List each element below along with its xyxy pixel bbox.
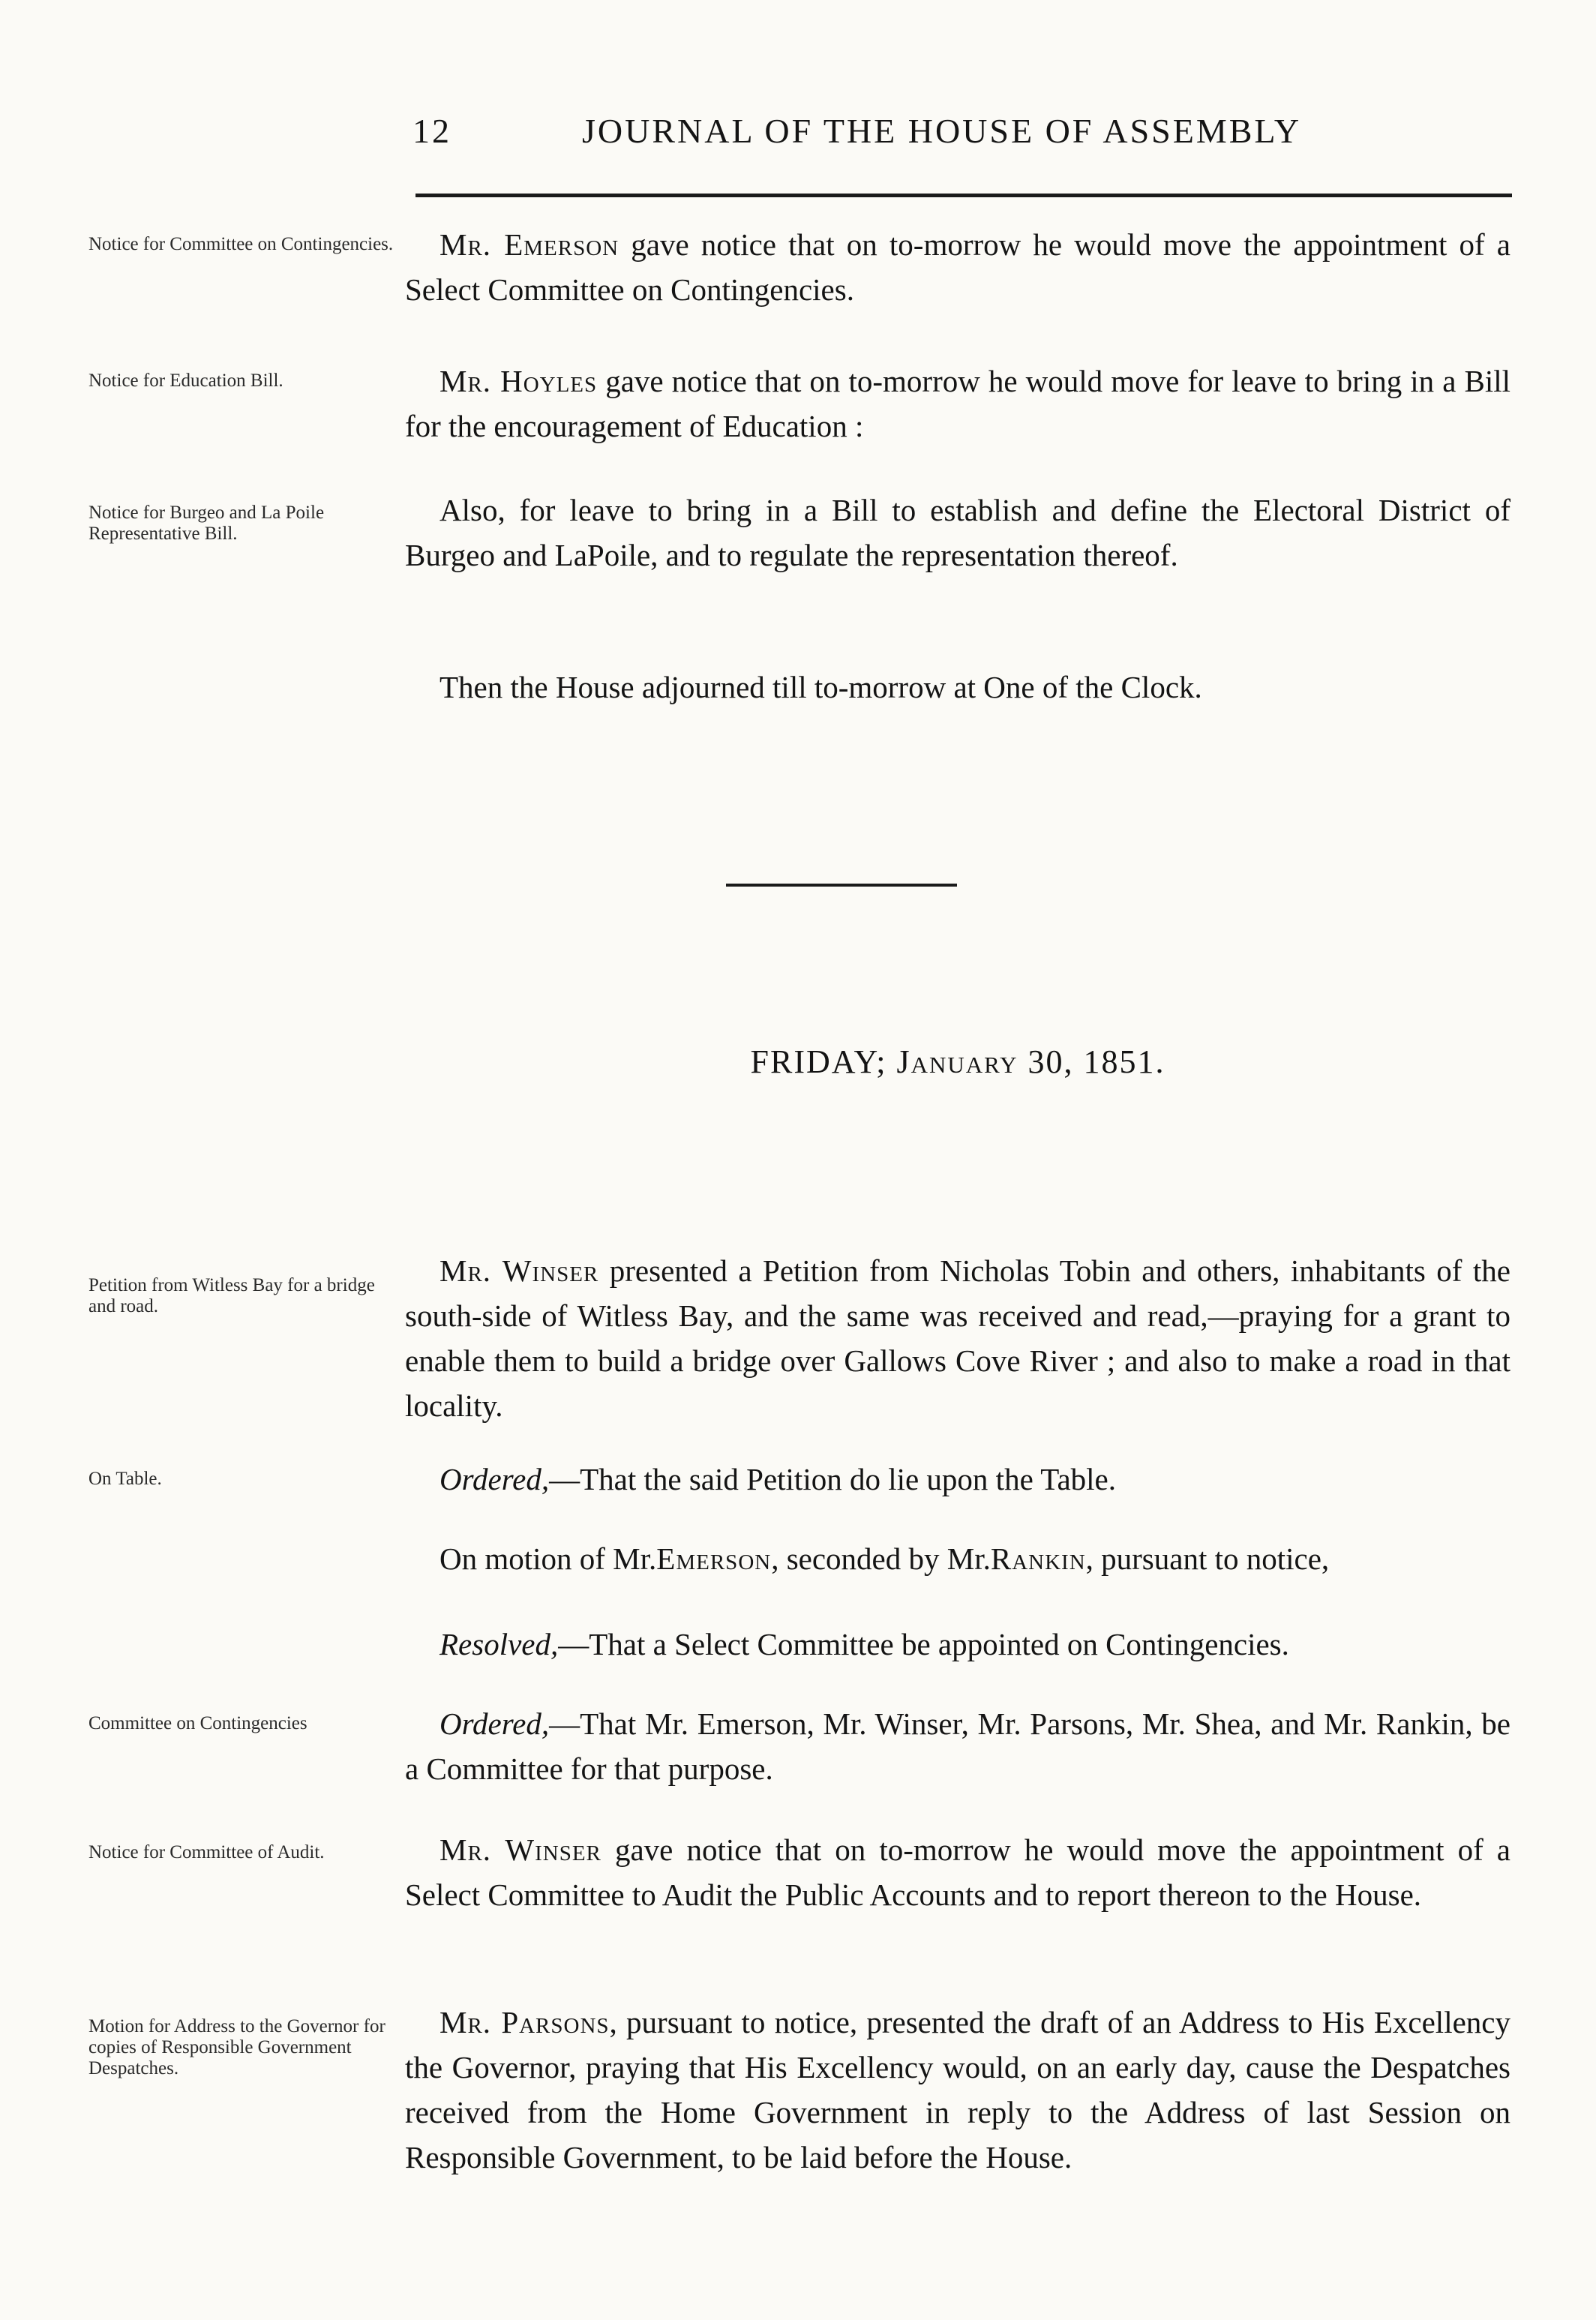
paragraph-burgeo-bill: Also, for leave to bring in a Bill to establish and define the Electoral District of Burgeo and LaPoile, and to regulate the representation thereof. <box>405 493 1510 572</box>
header-rule <box>416 194 1512 197</box>
motion-text: , seconded by Mr. <box>771 1541 991 1576</box>
paragraph-parsons-address <box>405 2000 1510 2180</box>
resolved-label: Resolved, <box>440 1627 559 1661</box>
month-name: January <box>896 1043 1018 1080</box>
speaker-name: Emerson <box>656 1541 772 1576</box>
margin-note-committee-contingencies: Committee on Contingencies <box>88 1713 308 1733</box>
journal-title: JOURNAL OF THE HOUSE OF ASSEMBLY <box>582 112 1302 150</box>
day-date: 30, 1851. <box>1028 1043 1166 1080</box>
paragraph-emerson-notice <box>405 222 1510 312</box>
paragraph-adjournment: Then the House adjourned till to-morrow at One of the Clock. <box>440 670 1202 704</box>
section-divider <box>726 884 957 887</box>
paragraph-text: presented a Petition from Nicholas Tobin and others, inhabitants of the south-side of Witless Bay, and the same was received and read,—praying for a grant to enable them to build a bridge over Gallows Cove River ; and also to make a road in that locality. <box>405 1253 1510 1423</box>
speaker-name: Mr. Winser <box>440 1832 602 1867</box>
margin-note-address-governor: Motion for Address to the Governor for copies of Responsible Government Despatches. <box>88 2016 386 2078</box>
margin-note-audit: Notice for Committee of Audit. <box>88 1842 325 1862</box>
speaker-name: Mr. Parsons <box>440 2005 610 2039</box>
paragraph-winser-petition <box>405 1248 1510 1428</box>
date-heading <box>405 1043 1510 1081</box>
paragraph-motion <box>405 1536 1510 1581</box>
paragraph-text: —That a Select Committee be appointed on Contingencies. <box>558 1627 1289 1661</box>
speaker-name: Mr. Emerson <box>440 227 620 262</box>
paragraph-hoyles-notice <box>405 359 1510 449</box>
paragraph-resolved <box>405 1622 1510 1667</box>
paragraph-ordered-committee <box>405 1701 1510 1791</box>
speaker-name: Mr. Winser <box>440 1253 599 1288</box>
motion-text: , pursuant to notice, <box>1085 1541 1330 1576</box>
page-number: 12 <box>412 112 452 150</box>
margin-note-on-table: On Table. <box>88 1469 162 1489</box>
speaker-name: Rankin <box>990 1541 1086 1576</box>
day-name: FRIDAY; <box>750 1043 887 1080</box>
margin-note-witless-bay: Petition from Witless Bay for a bridge and road. <box>88 1275 375 1316</box>
ordered-label: Ordered, <box>440 1462 550 1496</box>
paragraph-winser-audit <box>405 1827 1510 1917</box>
paragraph-text: —That Mr. Emerson, Mr. Winser, Mr. Parsons, Mr. Shea, and Mr. Rankin, be a Committee for that purpose. <box>405 1706 1510 1786</box>
ordered-label: Ordered, <box>440 1706 550 1741</box>
paragraph-text: gave notice that on to-morrow he would move for leave to bring in a Bill for the encouragement of Education : <box>405 364 1510 443</box>
paragraph-text: —That the said Petition do lie upon the Table. <box>549 1462 1117 1496</box>
margin-note-contingencies: Notice for Committee on Contingencies. <box>88 234 394 254</box>
paragraph-text: , pursuant to notice, presented the draft of an Address to His Excellency the Governor, praying that His Excellency would, on an early day, cause the Despatches received from the Home Government in reply to the Address of last Session on Responsible Government, to be laid before the House. <box>405 2005 1510 2174</box>
margin-note-burgeo-bill: Notice for Burgeo and La Poile Representative Bill. <box>88 503 325 544</box>
paragraph-text: gave notice that on to-morrow he would move the appointment of a Select Committee to Audit the Public Accounts and to report thereon to the House. <box>405 1832 1511 1912</box>
paragraph-text: gave notice that on to-morrow he would move the appointment of a Select Committee on Contingencies. <box>405 227 1511 307</box>
margin-note-education-bill: Notice for Education Bill. <box>88 371 284 391</box>
motion-text: On motion of Mr. <box>440 1541 657 1576</box>
paragraph-ordered-table <box>405 1457 1510 1502</box>
speaker-name: Mr. Hoyles <box>440 364 598 398</box>
